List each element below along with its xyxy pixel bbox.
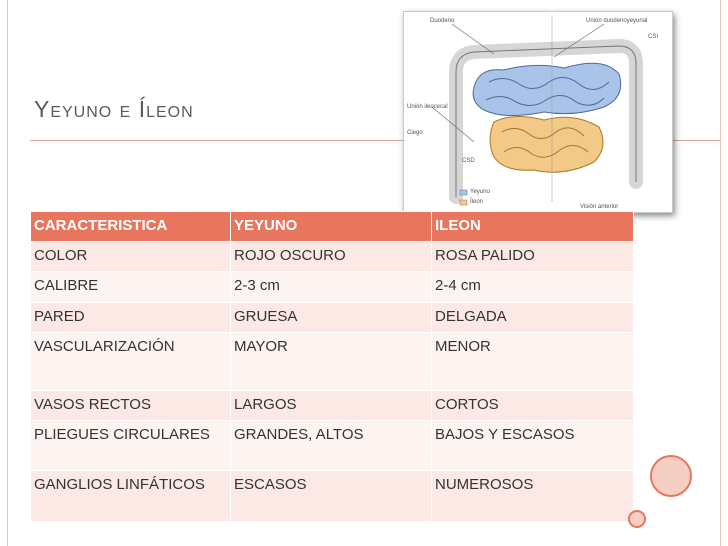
decorative-circle-large (650, 455, 692, 497)
slide-border-right (720, 0, 721, 546)
table-row (31, 391, 634, 421)
table-cell: PLIEGUES CIRCULARES (31, 421, 231, 471)
label-csd: CSD (462, 158, 475, 164)
intestine-drawing (404, 12, 672, 212)
table-cell: GRUESA (231, 303, 432, 333)
table-row (31, 471, 634, 522)
table-cell: GANGLIOS LINFÁTICOS (31, 471, 231, 522)
table-cell: LARGOS (231, 391, 432, 421)
table-cell: BAJOS Y ESCASOS (432, 421, 634, 471)
table-cell: MAYOR (231, 333, 432, 391)
table-cell: COLOR (31, 242, 231, 272)
table-row (31, 303, 634, 333)
label-csi: CSI (648, 34, 659, 40)
table-row (31, 242, 634, 272)
label-union-ileocecal: Unión ileocecal (407, 104, 448, 110)
table-cell: MENOR (432, 333, 634, 391)
slide-title: Yeyuno e Íleon (34, 96, 194, 122)
intestine-illustration (403, 11, 673, 213)
legend-yeyuno: Yeyuno (470, 189, 490, 195)
table-cell: ROSA PALIDO (432, 242, 634, 272)
table-row (31, 272, 634, 303)
legend-ileon: Íleon (470, 199, 484, 205)
table-cell: VASCULARIZACIÓN (31, 333, 231, 391)
table-row (31, 333, 634, 391)
table-row (31, 421, 634, 471)
table-cell: NUMEROSOS (432, 471, 634, 522)
label-union: Unión duodenoyeyunal (586, 18, 648, 24)
table-cell: CORTOS (432, 391, 634, 421)
header-cell: CARACTERISTICA (31, 212, 231, 242)
label-ciego: Ciego (407, 130, 423, 136)
table-cell: CALIBRE (31, 272, 231, 303)
table-cell: VASOS RECTOS (31, 391, 231, 421)
table-cell: 2-4 cm (432, 272, 634, 303)
table-cell: 2-3 cm (231, 272, 432, 303)
table-cell: PARED (31, 303, 231, 333)
header-cell: YEYUNO (231, 212, 432, 242)
decorative-circle-small (628, 510, 646, 528)
table-header-row (31, 212, 634, 242)
table-cell: ROJO OSCURO (231, 242, 432, 272)
label-vision: Visión anterior (580, 204, 619, 210)
table-cell: DELGADA (432, 303, 634, 333)
header-cell: ILEON (432, 212, 634, 242)
comparison-table (30, 211, 634, 522)
slide-border-left (7, 0, 8, 546)
label-duodeno: Duodeno (430, 18, 455, 24)
table-cell: ESCASOS (231, 471, 432, 522)
table-cell: GRANDES, ALTOS (231, 421, 432, 471)
